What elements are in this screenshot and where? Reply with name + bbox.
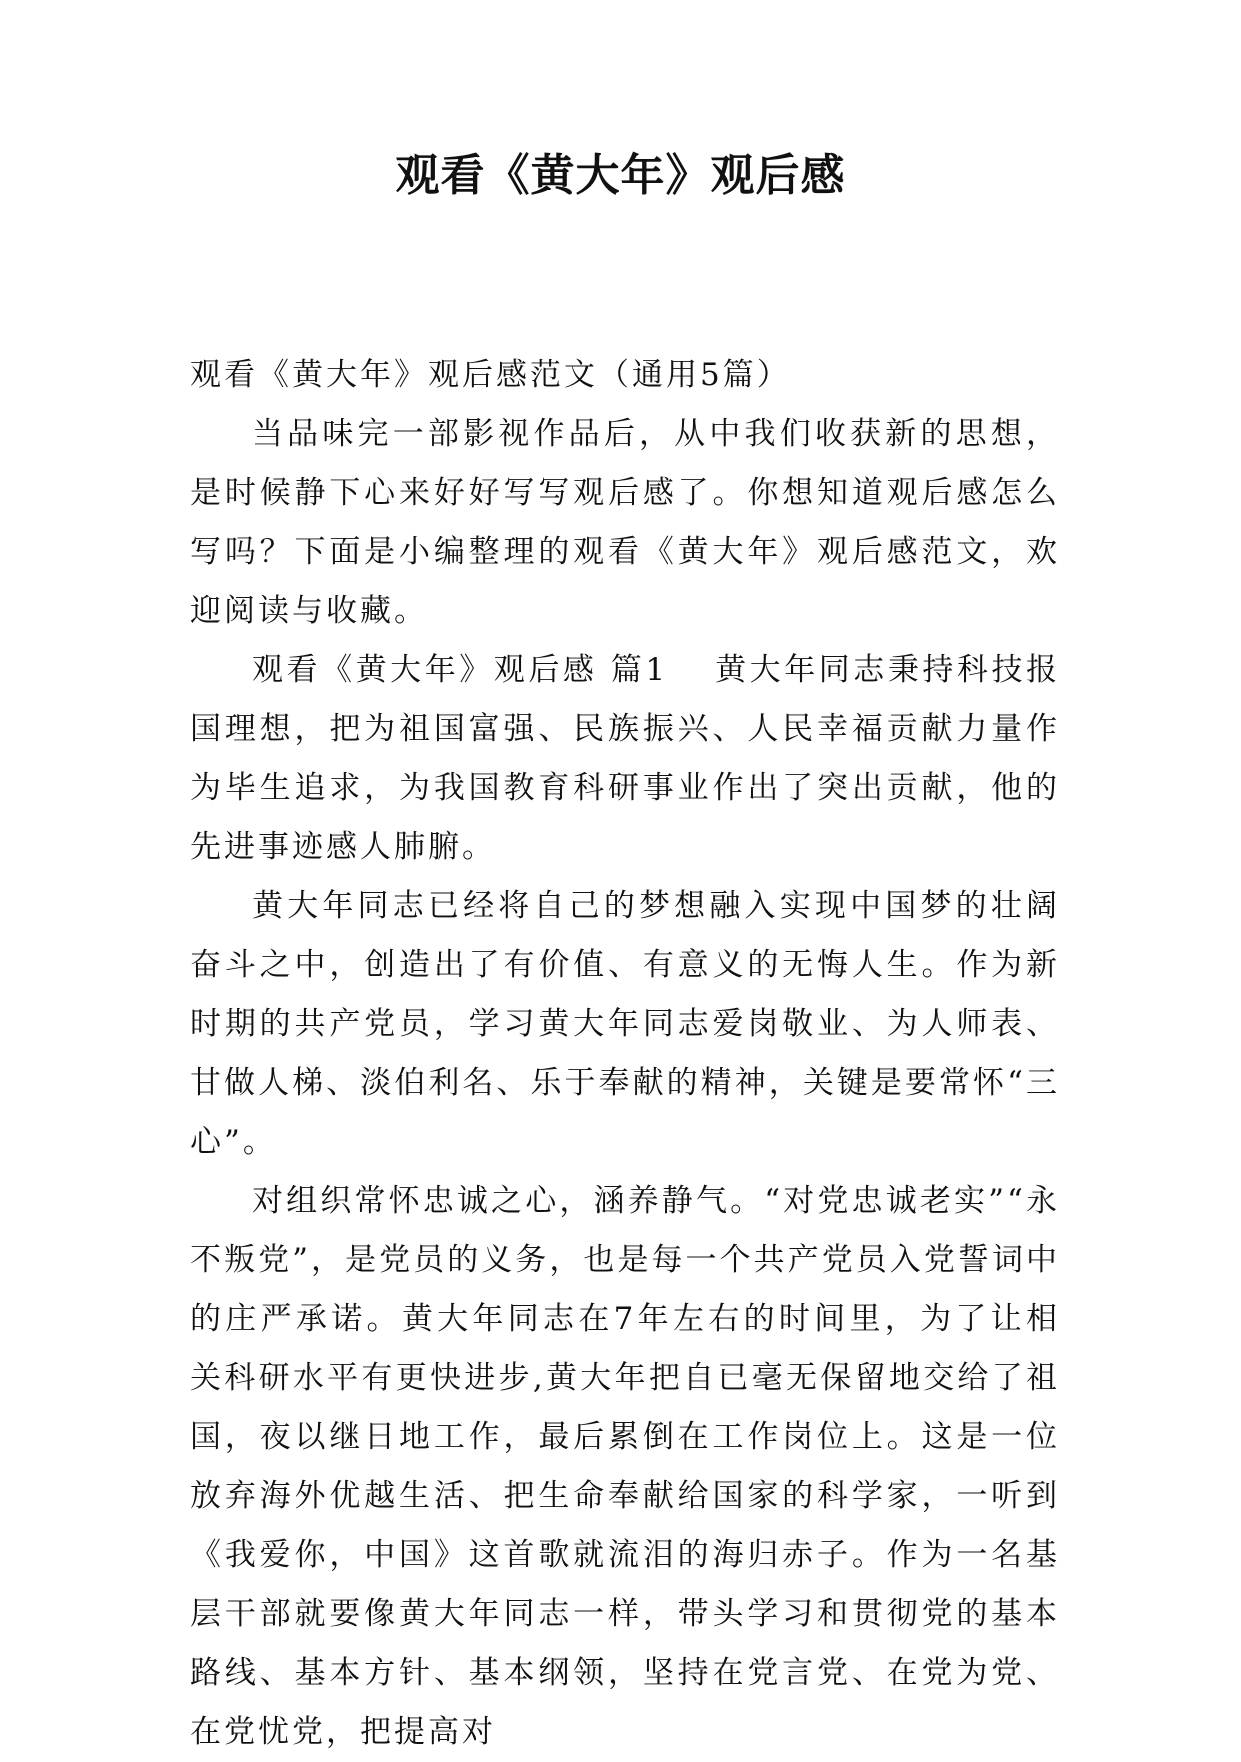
section-1-text: 黄大年同志秉持科技报国理想，把为祖国富强、民族振兴、人民幸福贡献力量作为毕生追求，为我国教育科研事业作出了突出贡献，他的先进事迹感人肺腑。 — [190, 652, 1061, 865]
intro-paragraph: 当品味完一部影视作品后，从中我们收获新的思想，是时候静下心来好好写写观后感了。你想知道观后感怎么写吗？下面是小编整理的观看《黄大年》观后感范文，欢迎阅读与收藏。 — [190, 416, 1060, 629]
body-paragraph-dream: 黄大年同志已经将自己的梦想融入实现中国梦的壮阔奋斗之中，创造出了有价值、有意义的无悔人生。作为新时期的共产党员，学习黄大年同志爱岗敬业、为人师表、甘做人梯、淡伯利名、乐于奉献的精神，关键是要常怀“三心”。 — [190, 888, 1060, 1160]
section-1-paragraph — [190, 641, 1060, 877]
document-body — [190, 346, 1060, 1762]
body-paragraph-loyalty: 对组织常怀忠诚之心，涵养静气。“对党忠诚老实”“永不叛党”，是党员的义务，也是每一个共产党员入党誓词中的庄严承诺。黄大年同志在7年左右的时间里，为了让相关科研水平有更快进步,黄大年把自已毫无保留地交给了祖国，夜以继日地工作，最后累倒在工作岗位上。这是一位放弃海外优越生活、把生命奉献给国家的科学家，一听到《我爱你，中国》这首歌就流泪的海归赤子。作为一名基层干部就要像黄大年同志一样，带头学习和贯彻党的基本路线、基本方针、基本纲领，坚持在党言党、在党为党、在党忧党，把提高对 — [190, 1183, 1060, 1750]
intro-subtitle: 观看《黄大年》观后感范文（通用5篇） — [190, 357, 791, 393]
section-1-heading: 观看《黄大年》观后感 篇1 — [252, 652, 669, 688]
document-title: 观看《黄大年》观后感 — [395, 150, 846, 201]
